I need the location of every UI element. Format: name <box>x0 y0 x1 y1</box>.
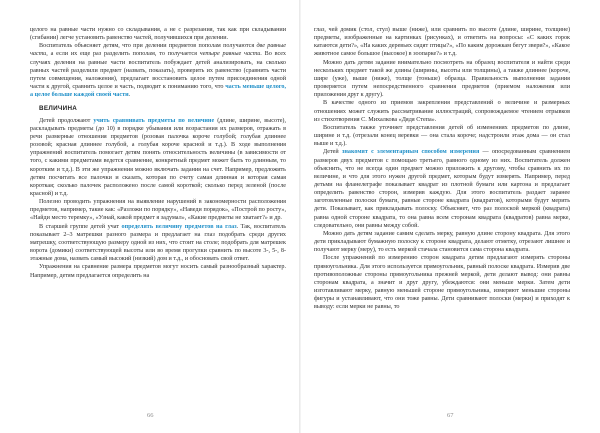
section-heading: ВЕЛИЧИНА <box>39 105 78 113</box>
text-run: . Так, воспитатель показывает 2–3 матрешки разного размера и предлагает на глаз подобрать среди других матрешку, соответствующую размеру одной из них, что стоит на столе; подобрать для матрешек ворота (домики) соответствующей высоты или во время прогулки сравнить по высоте 3-, 5-, 8-этажные дома, назвать самый высокий (низкий) дом и т.д., и обосновать свой ответ. <box>30 223 286 263</box>
text-run: В старшей группе детей учат <box>39 223 122 230</box>
paragraph: Полезно проводить упражнения на выявление нарушений в закономерности расположения предметов, например, такие как: «Разложи по порядку», «Наведи порядок», «Построй по росту», «Найди место теремку», «Узнай, какой предмет я задумал», «Какие предметы не хватает?» и др. <box>30 199 286 222</box>
text-run: (длине, ширине, высоте), раскладывать предметы (до 10) в порядке убывания или возрастания их размеров, отражать в речи размерные отношения предметов (розовая палочка короче голубой; голубая длиннее розовой; красная длиннее голубой, а голубая короче красной и т.д.). В ходе выполнения упражнений воспитатель помогает детям понять относительность величины (в зависимости от того, с какими предметами ведется сравнение, конкретный предмет может быть то длинным, то коротким и т.д.). В эти же упражнения можно включать задания на счет. Например, предложить детям посчитать все палочки и сказать, которая по счету самая длинная и которая самая короткая; сколько палочек расположено после самой короткой; сколько перед зеленой (после красной) и т.д. <box>30 117 287 197</box>
paragraph: В качестве одного из приемов закрепления представлений о величине и размерных отношениях может служить рассматривание иллюстраций, сопровождаемое чтением отрывков из стихотворения С. Михалкова «Дядя Степа». <box>314 100 570 123</box>
paragraph: Можно дать детям задание самим сделать мерку, равную длине сторону квадрата. Для этого дети прикладывают бумажную полоску к стороне квадрата, делают отметку, отрезают лишнее и получают мерку (меру), то есть меркой стачала становится сама сторона квадрата. <box>314 230 570 254</box>
emphasis-text: четыре равные части <box>199 51 261 58</box>
highlight-text: учить сравнивать предметы по величине <box>93 117 215 124</box>
paragraph: Можно дать детям задание внимательно посмотреть на образец воспитателя и найти среди нескольких предмет такой же длины (ширины, высоты или толщины), а также длиннее (короче, шире (уже), выше (ниже), толще (тоньше) образца. Правильность выполнения задания проверяется путем непосредственного сравнения предметов (приемом наложения или приложения друг к другу). <box>314 59 570 99</box>
highlight-text: часть меньше целого, а целое больше каждой своей части <box>30 84 286 99</box>
emphasis-text: две равные части <box>30 43 286 58</box>
paragraph: Воспитатель также уточняет представления детей об изменениях предметов по длине, ширине и т.д. (отрезали конец веревки — она стала короче; надстроили этаж дома — он стал выше и т.д.). <box>314 124 570 148</box>
page-number: 66 <box>147 412 154 419</box>
paragraph: Упражнения на сравнение размера предметов могут носить самый разнообразный характер. Например, детям предлагается определить на <box>30 264 286 279</box>
paragraph: целого на равные части нужно со складывания, а не с разрезания, так как при складывании (сгибании) легче установить равенство частей, получившихся при делении. <box>30 27 286 42</box>
paragraph <box>30 42 286 99</box>
text-run: . <box>128 92 131 99</box>
paragraph: После упражнений по измерению сторон квадрата детям предлагают измерять стороны прямоугольника. Для этого используется прямоугольник, равный полоске квадрата. Измерив две противоположные стороны прямоугольника прежней меркой, дети делают вывод: они равны сторонам квадрата, а значит и друг другу, убеждаются: они меньше мерки. Затем дети изготавливают мерку, равную меньшей стороне прямоугольника, измеряют меньшие стороны фигуры и устанавливают, что они тоже равны. Дети сравнивают полоски (мерки) и приходят к выводу: если мерки не равны, то <box>314 255 570 311</box>
paragraph <box>30 117 286 199</box>
text-run: — опосредованным сравнением размеров двух предметов с помощью третьего, равного одному из них. Воспитатель должен объяснить, что не всегда один предмет можно приложить к другому, чтобы сравнить их по величине, и что для этого нужен другой предмет, которым будут измерять. Например, перед детьми на фланелеграфе показывает квадрат из плотной бумаги или картона и предлагает определить равенство сторон, измерив каждую. Для этого воспитатель раздает заранее заготовленные полоски бумаги, равные стороне квадрата (квадратов), которыми будут мерить дети. Показывает, как прикладывать полоску. Объясняет, что раз полоской меркой (квадрата) равна одной стороне квадрата, то она равна всем сторонам квадрата (квадратов) равна мерке, следовательно, они равны между собой. <box>314 149 570 229</box>
paragraph <box>314 148 570 230</box>
paragraph: глаз, чей домик (стол, стул) выше (ниже), или сравнить по высоте (длине, ширине, толщине) предметы, изображенные на картинках (рисунках), и ответить на вопросы: «С каких горок катаются дети?», «На каких деревьях сидят птицы?», «По каким дорожкам бегут звери?», «Какое животное самое большое (высокое) в зоопарке?» и т.д. <box>314 27 570 58</box>
text-run: . Во всех случаях деления на равные части воспитатель побуждает детей анализировать, на сколько равных частей разделили предмет (назвать, показать), проверить их равенство (сравнить части путем совмещения, наложения), предлагает восстановить целое путем присоединения одной части к другой, сравнить целое и часть, подводит к пониманию того, что <box>30 51 286 91</box>
text-run: Детей продолжают <box>39 117 94 124</box>
text-run: Воспитатель объясняет детям, что при делении предметов пополам получаются <box>39 43 257 50</box>
paragraph <box>30 223 286 264</box>
right-text-column <box>314 26 570 311</box>
text-run: Детей <box>323 149 342 156</box>
right-page <box>300 0 600 433</box>
page-number: 67 <box>447 412 454 419</box>
left-text-column <box>30 26 286 280</box>
text-run: , а если их еще раз разделить пополам, то получается <box>46 51 200 58</box>
highlight-text: знакомят с элементарным способом измерения <box>341 149 480 156</box>
highlight-text: определять величину предметов на глаз <box>121 223 237 230</box>
